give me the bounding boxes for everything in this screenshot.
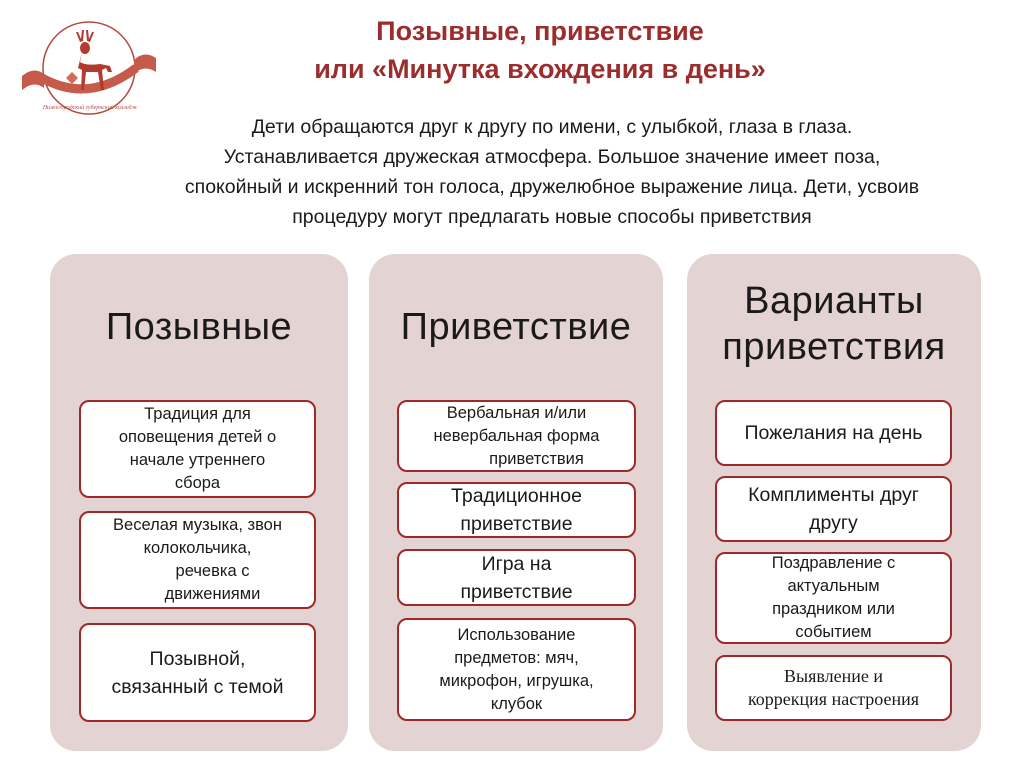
box-line: Поздравление с [771, 554, 896, 572]
intro-line-2: Устанавливается дружеская атмосфера. Большое значение имеет поза, [223, 146, 881, 168]
box-line: клубок [490, 694, 543, 713]
box-line: Веселая музыка, звон [113, 516, 282, 534]
info-box [79, 623, 316, 722]
intro-paragraph [60, 112, 1024, 232]
box-line: связанный с темой [111, 675, 284, 698]
box-line: Выявление и [784, 666, 883, 686]
info-box [715, 400, 952, 466]
info-box [397, 618, 636, 721]
box-line: другу [809, 512, 858, 534]
box-line: Вербальная и/или [446, 403, 587, 422]
title-line-2: или «Минутка вхождения в день» [314, 54, 766, 84]
box-line: Игра на [481, 552, 552, 575]
box-line: речевка с [175, 562, 250, 580]
box-line: начале утреннего [129, 451, 266, 469]
box-line: приветствие [460, 513, 573, 535]
info-box [397, 482, 636, 538]
info-box [397, 400, 636, 472]
box-line: оповещения детей о [118, 428, 277, 446]
box-line: актуальным [787, 577, 880, 595]
column-heading: Позывные [105, 306, 293, 348]
box-line: Традиционное [451, 485, 582, 507]
column-heading-line-1: Варианты [744, 280, 924, 322]
title-line-1: Позывные, приветствие [376, 16, 704, 46]
box-line: событием [795, 623, 872, 641]
info-box [79, 400, 316, 498]
college-logo [14, 18, 164, 118]
intro-line-1: Дети обращаются друг к другу по имени, с улыбкой, глаза в глаза. [251, 116, 853, 138]
intro-line-4: процедуру могут предлагать новые способы приветствия [292, 206, 812, 228]
box-line: колокольчика, [143, 539, 252, 557]
logo-caption: Нижегородский губернский колледж [42, 105, 138, 111]
box-line: праздником или [772, 600, 895, 618]
box-line: коррекция настроения [747, 689, 920, 709]
box-line: Пожелания на день [744, 422, 923, 444]
info-box [715, 476, 952, 542]
box-line: приветствие [460, 580, 573, 603]
info-box [397, 549, 636, 606]
box-line: предметов: мяч, [454, 648, 579, 667]
box-line: Традиция для [144, 405, 251, 423]
box-line: движениями [164, 585, 261, 603]
box-line: сбора [174, 474, 221, 492]
deer-emblem-icon [14, 18, 164, 118]
column-heading-line-2: приветствия [722, 326, 946, 368]
column-heading [687, 278, 981, 370]
column-callsigns [50, 254, 348, 751]
info-box [79, 511, 316, 609]
box-line: Использование [457, 625, 576, 644]
page-title [200, 12, 880, 88]
info-box [715, 552, 952, 644]
column-greeting-variants [687, 254, 981, 751]
intro-line-3: спокойный и искренний тон голоса, дружелюбное выражение лица. Дети, усвоив [184, 176, 920, 198]
info-box [715, 655, 952, 721]
box-line: приветствия [489, 449, 584, 468]
box-line: невербальная форма [433, 426, 600, 445]
column-greeting [369, 254, 663, 751]
box-line: Комплименты друг [748, 484, 919, 506]
box-line: Позывной, [149, 647, 246, 670]
column-heading: Приветствие [400, 306, 632, 348]
box-line: микрофон, игрушка, [439, 671, 594, 690]
